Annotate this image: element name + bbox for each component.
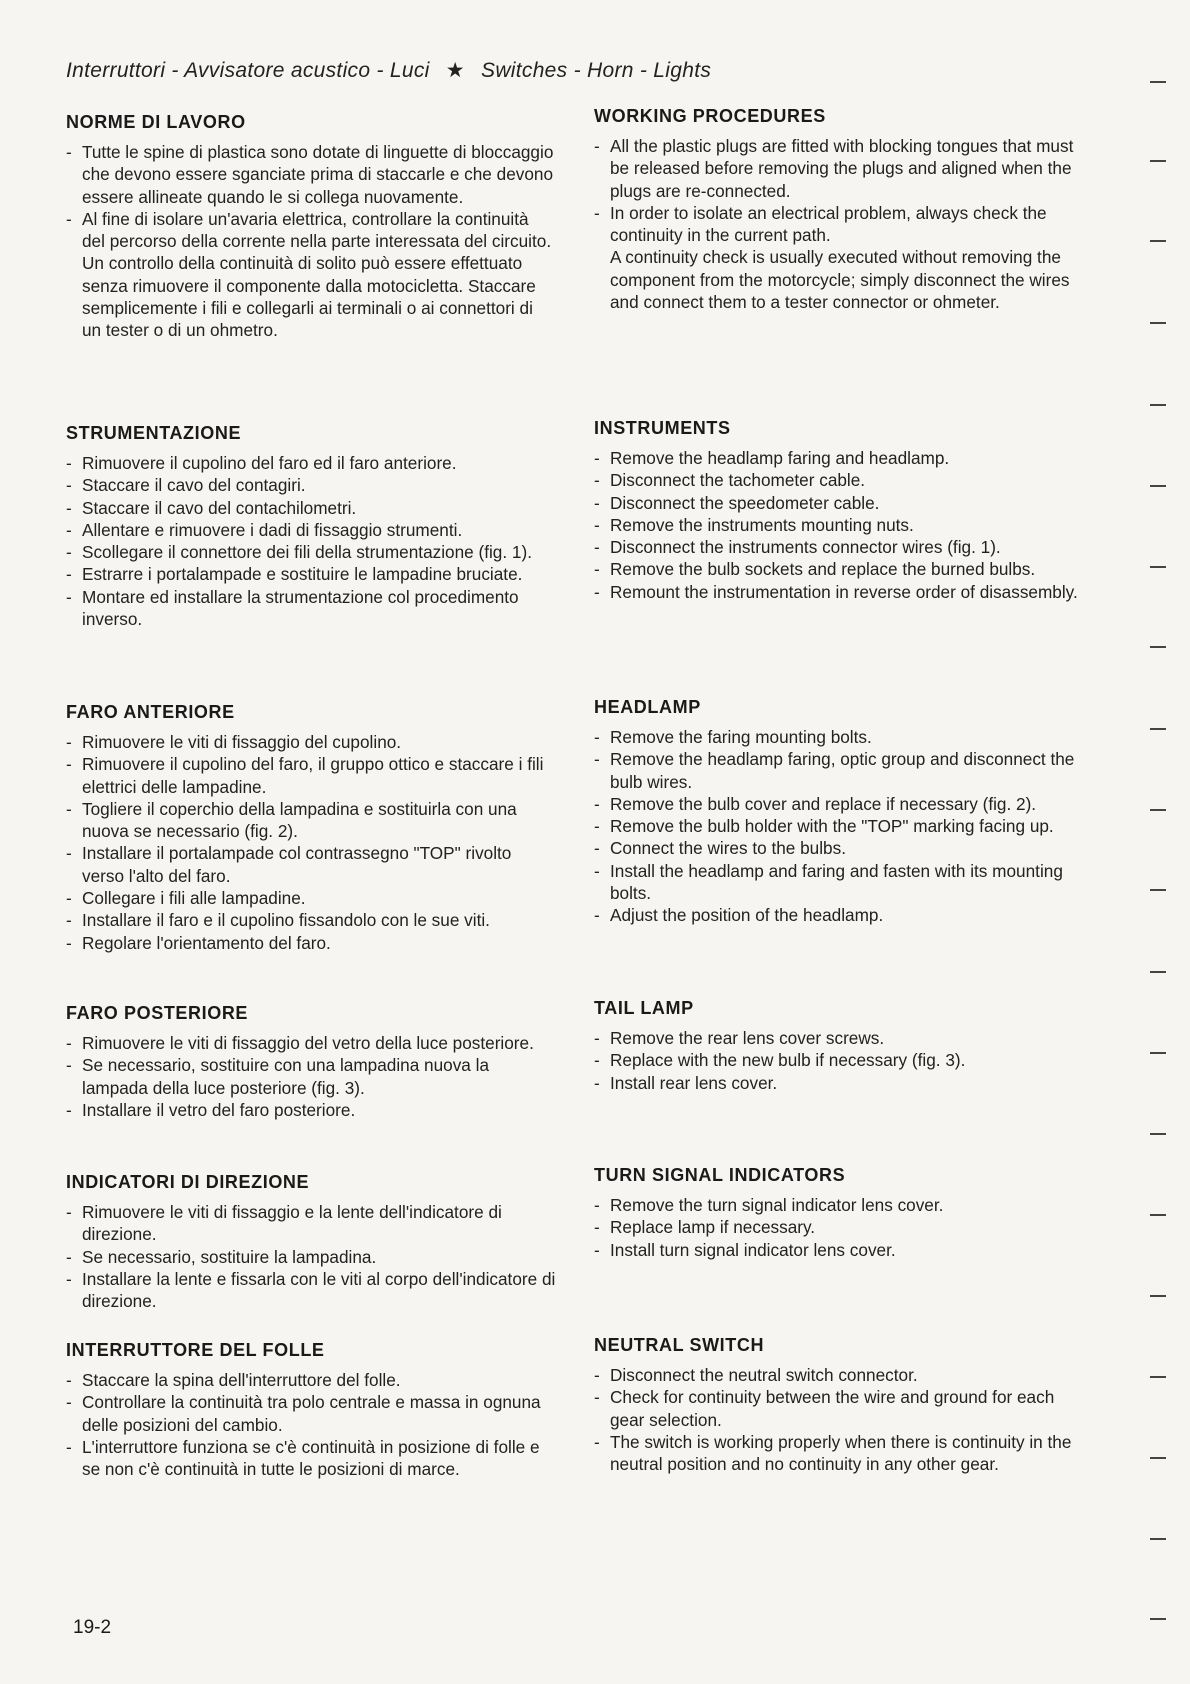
page-number: 19-2 bbox=[73, 1617, 112, 1638]
margin-mark bbox=[1150, 728, 1166, 730]
step-item: - Rimuovere le viti di fissaggio e la lente dell'indicatore di direzione. bbox=[66, 1201, 556, 1246]
margin-mark bbox=[1150, 1052, 1166, 1054]
step-item: - Install the headlamp and faring and fasten with its mounting bolts. bbox=[594, 860, 1084, 905]
step-item: - Installare il faro e il cupolino fissandolo con le sue viti. bbox=[66, 909, 556, 931]
step-item bbox=[594, 202, 1084, 313]
section-interruttore-del-folle bbox=[66, 1340, 556, 1480]
step-item: - Disconnect the neutral switch connector. bbox=[594, 1364, 1084, 1386]
step-item: - Disconnect the tachometer cable. bbox=[594, 469, 1084, 491]
step-item: - Installare il vetro del faro posteriore. bbox=[66, 1099, 556, 1121]
step-item: - Collegare i fili alle lampadine. bbox=[66, 887, 556, 909]
section-title: FARO ANTERIORE bbox=[66, 702, 235, 722]
step-list bbox=[66, 1032, 556, 1121]
step-item: - Controllare la continuità tra polo centrale e massa in ognuna delle posizioni del cambio. bbox=[66, 1391, 556, 1436]
section-headlamp bbox=[594, 697, 1084, 927]
section-norme-di-lavoro bbox=[66, 112, 556, 342]
section-faro-anteriore bbox=[66, 702, 556, 954]
step-item: - Se necessario, sostituire la lampadina. bbox=[66, 1246, 556, 1268]
section-title: INTERRUTTORE DEL FOLLE bbox=[66, 1340, 325, 1360]
step-item: - Check for continuity between the wire and ground for each gear selection. bbox=[594, 1386, 1084, 1431]
step-item: - The switch is working properly when there is continuity in the neutral position and no continuity in any other gear. bbox=[594, 1431, 1084, 1476]
header-star: ★ bbox=[445, 59, 465, 82]
margin-mark bbox=[1150, 809, 1166, 811]
section-title: STRUMENTAZIONE bbox=[66, 423, 242, 443]
margin-mark bbox=[1150, 889, 1166, 891]
margin-mark bbox=[1150, 1457, 1166, 1459]
step-list bbox=[594, 1364, 1084, 1475]
margin-mark bbox=[1150, 1214, 1166, 1216]
step-item: - Regolare l'orientamento del faro. bbox=[66, 932, 556, 954]
margin-mark bbox=[1150, 1133, 1166, 1135]
step-item: - Remove the faring mounting bolts. bbox=[594, 726, 1084, 748]
margin-mark bbox=[1150, 240, 1166, 242]
step-list bbox=[594, 1194, 1084, 1261]
step-item: - Rimuovere le viti di fissaggio del cupolino. bbox=[66, 731, 556, 753]
step-item: - Tutte le spine di plastica sono dotate di linguette di bloccaggio che devono essere sganciate prima di staccarle e che devono essere allineate quando le si collega nuovamente. bbox=[66, 141, 556, 208]
step-item: - Staccare il cavo del contachilometri. bbox=[66, 497, 556, 519]
step-item: - Rimuovere le viti di fissaggio del vetro della luce posteriore. bbox=[66, 1032, 556, 1054]
section-tail-lamp bbox=[594, 998, 1084, 1094]
step-item: - L'interruttore funziona se c'è continuità in posizione di folle e se non c'è continuità in tutte le posizioni di marce. bbox=[66, 1436, 556, 1481]
section-title: NORME DI LAVORO bbox=[66, 112, 246, 132]
margin-mark bbox=[1150, 322, 1166, 324]
step-list bbox=[66, 731, 556, 954]
step-item: - Staccare la spina dell'interruttore del folle. bbox=[66, 1369, 556, 1391]
step-continuation: Un controllo della continuità di solito può essere effettuato senza rimuovere il componente dalla motocicletta. Staccare semplicemente i fili e collegarli ai terminali o ai connettori di un tester o di un ohmetro. bbox=[82, 253, 536, 341]
step-item: - Install rear lens cover. bbox=[594, 1072, 1084, 1094]
step-list bbox=[594, 726, 1084, 927]
page-header bbox=[66, 58, 711, 83]
section-title: TURN SIGNAL INDICATORS bbox=[594, 1165, 846, 1185]
section-title: INDICATORI DI DIREZIONE bbox=[66, 1172, 310, 1192]
step-text: Al fine di isolare un'avaria elettrica, controllare la continuità del percorso della corrente nella parte interessata del circuito. bbox=[82, 208, 552, 252]
margin-mark bbox=[1150, 566, 1166, 568]
section-title: INSTRUMENTS bbox=[594, 418, 731, 438]
step-item: - Remove the turn signal indicator lens cover. bbox=[594, 1194, 1084, 1216]
step-continuation: A continuity check is usually executed without removing the component from the motorcycle; simply disconnect the wires and connect them to a tester connector or ohmeter. bbox=[610, 247, 1070, 313]
step-item: - Se necessario, sostituire con una lampadina nuova la lampada della luce posteriore (fig. 3). bbox=[66, 1054, 556, 1099]
step-item: - Remount the instrumentation in reverse order of disassembly. bbox=[594, 581, 1084, 603]
margin-mark bbox=[1150, 81, 1166, 83]
step-list bbox=[66, 1369, 556, 1480]
step-item: - Remove the bulb sockets and replace the burned bulbs. bbox=[594, 558, 1084, 580]
step-item: - Remove the bulb holder with the "TOP" marking facing up. bbox=[594, 815, 1084, 837]
step-item: - Remove the headlamp faring, optic group and disconnect the bulb wires. bbox=[594, 748, 1084, 793]
step-item: - Staccare il cavo del contagiri. bbox=[66, 474, 556, 496]
step-item: - Installare il portalampade col contrassegno "TOP" rivolto verso l'alto del faro. bbox=[66, 842, 556, 887]
step-item: - Remove the instruments mounting nuts. bbox=[594, 514, 1084, 536]
step-item: - Montare ed installare la strumentazione col procedimento inverso. bbox=[66, 586, 556, 631]
section-title: TAIL LAMP bbox=[594, 998, 694, 1018]
step-item: - Connect the wires to the bulbs. bbox=[594, 837, 1084, 859]
section-turn-signal-indicators bbox=[594, 1165, 1084, 1261]
section-title: WORKING PROCEDURES bbox=[594, 106, 826, 126]
step-item: - Adjust the position of the headlamp. bbox=[594, 904, 1084, 926]
step-item: - Togliere il coperchio della lampadina e sostituirla con una nuova se necessario (fig. 2). bbox=[66, 798, 556, 843]
margin-mark bbox=[1150, 646, 1166, 648]
step-list bbox=[594, 447, 1084, 603]
step-item: - Replace lamp if necessary. bbox=[594, 1216, 1084, 1238]
step-item: - Remove the bulb cover and replace if necessary (fig. 2). bbox=[594, 793, 1084, 815]
step-item: - Install turn signal indicator lens cover. bbox=[594, 1239, 1084, 1261]
step-item: - All the plastic plugs are fitted with blocking tongues that must be released before removing the plugs and aligned when the plugs are re-connected. bbox=[594, 135, 1084, 202]
section-faro-posteriore bbox=[66, 1003, 556, 1121]
step-item: - Disconnect the instruments connector wires (fig. 1). bbox=[594, 536, 1084, 558]
step-item: - Remove the headlamp faring and headlamp. bbox=[594, 447, 1084, 469]
section-title: NEUTRAL SWITCH bbox=[594, 1335, 765, 1355]
step-list bbox=[66, 1201, 556, 1312]
step-item: - Remove the rear lens cover screws. bbox=[594, 1027, 1084, 1049]
header-title-en: Switches - Horn - Lights bbox=[481, 59, 712, 82]
step-item: - Disconnect the speedometer cable. bbox=[594, 492, 1084, 514]
margin-mark bbox=[1150, 1618, 1166, 1620]
margin-mark bbox=[1150, 485, 1166, 487]
step-list bbox=[66, 452, 556, 630]
section-neutral-switch bbox=[594, 1335, 1084, 1475]
margin-mark bbox=[1150, 1376, 1166, 1378]
step-item: - Rimuovere il cupolino del faro ed il faro anteriore. bbox=[66, 452, 556, 474]
margin-mark bbox=[1150, 971, 1166, 973]
section-working-procedures bbox=[594, 106, 1084, 313]
step-list bbox=[594, 1027, 1084, 1094]
margin-mark bbox=[1150, 1538, 1166, 1540]
section-title: FARO POSTERIORE bbox=[66, 1003, 249, 1023]
header-title-it: Interruttori - Avvisatore acustico - Luci bbox=[66, 59, 430, 82]
step-item: - Estrarre i portalampade e sostituire le lampadine bruciate. bbox=[66, 563, 556, 585]
margin-mark bbox=[1150, 404, 1166, 406]
step-item: - Allentare e rimuovere i dadi di fissaggio strumenti. bbox=[66, 519, 556, 541]
section-strumentazione bbox=[66, 423, 556, 630]
step-item: - Installare la lente e fissarla con le viti al corpo dell'indicatore di direzione. bbox=[66, 1268, 556, 1313]
step-item bbox=[66, 208, 556, 342]
step-item: - Replace with the new bulb if necessary (fig. 3). bbox=[594, 1049, 1084, 1071]
section-instruments bbox=[594, 418, 1084, 603]
margin-mark bbox=[1150, 1295, 1166, 1297]
section-indicatori-di-direzione bbox=[66, 1172, 556, 1312]
step-item: - Scollegare il connettore dei fili della strumentazione (fig. 1). bbox=[66, 541, 556, 563]
step-text: In order to isolate an electrical problem, always check the continuity in the current path. bbox=[610, 202, 1047, 246]
section-title: HEADLAMP bbox=[594, 697, 701, 717]
step-list bbox=[594, 135, 1084, 313]
step-list bbox=[66, 141, 556, 342]
step-item: - Rimuovere il cupolino del faro, il gruppo ottico e staccare i fili elettrici delle lampadine. bbox=[66, 753, 556, 798]
margin-mark bbox=[1150, 160, 1166, 162]
